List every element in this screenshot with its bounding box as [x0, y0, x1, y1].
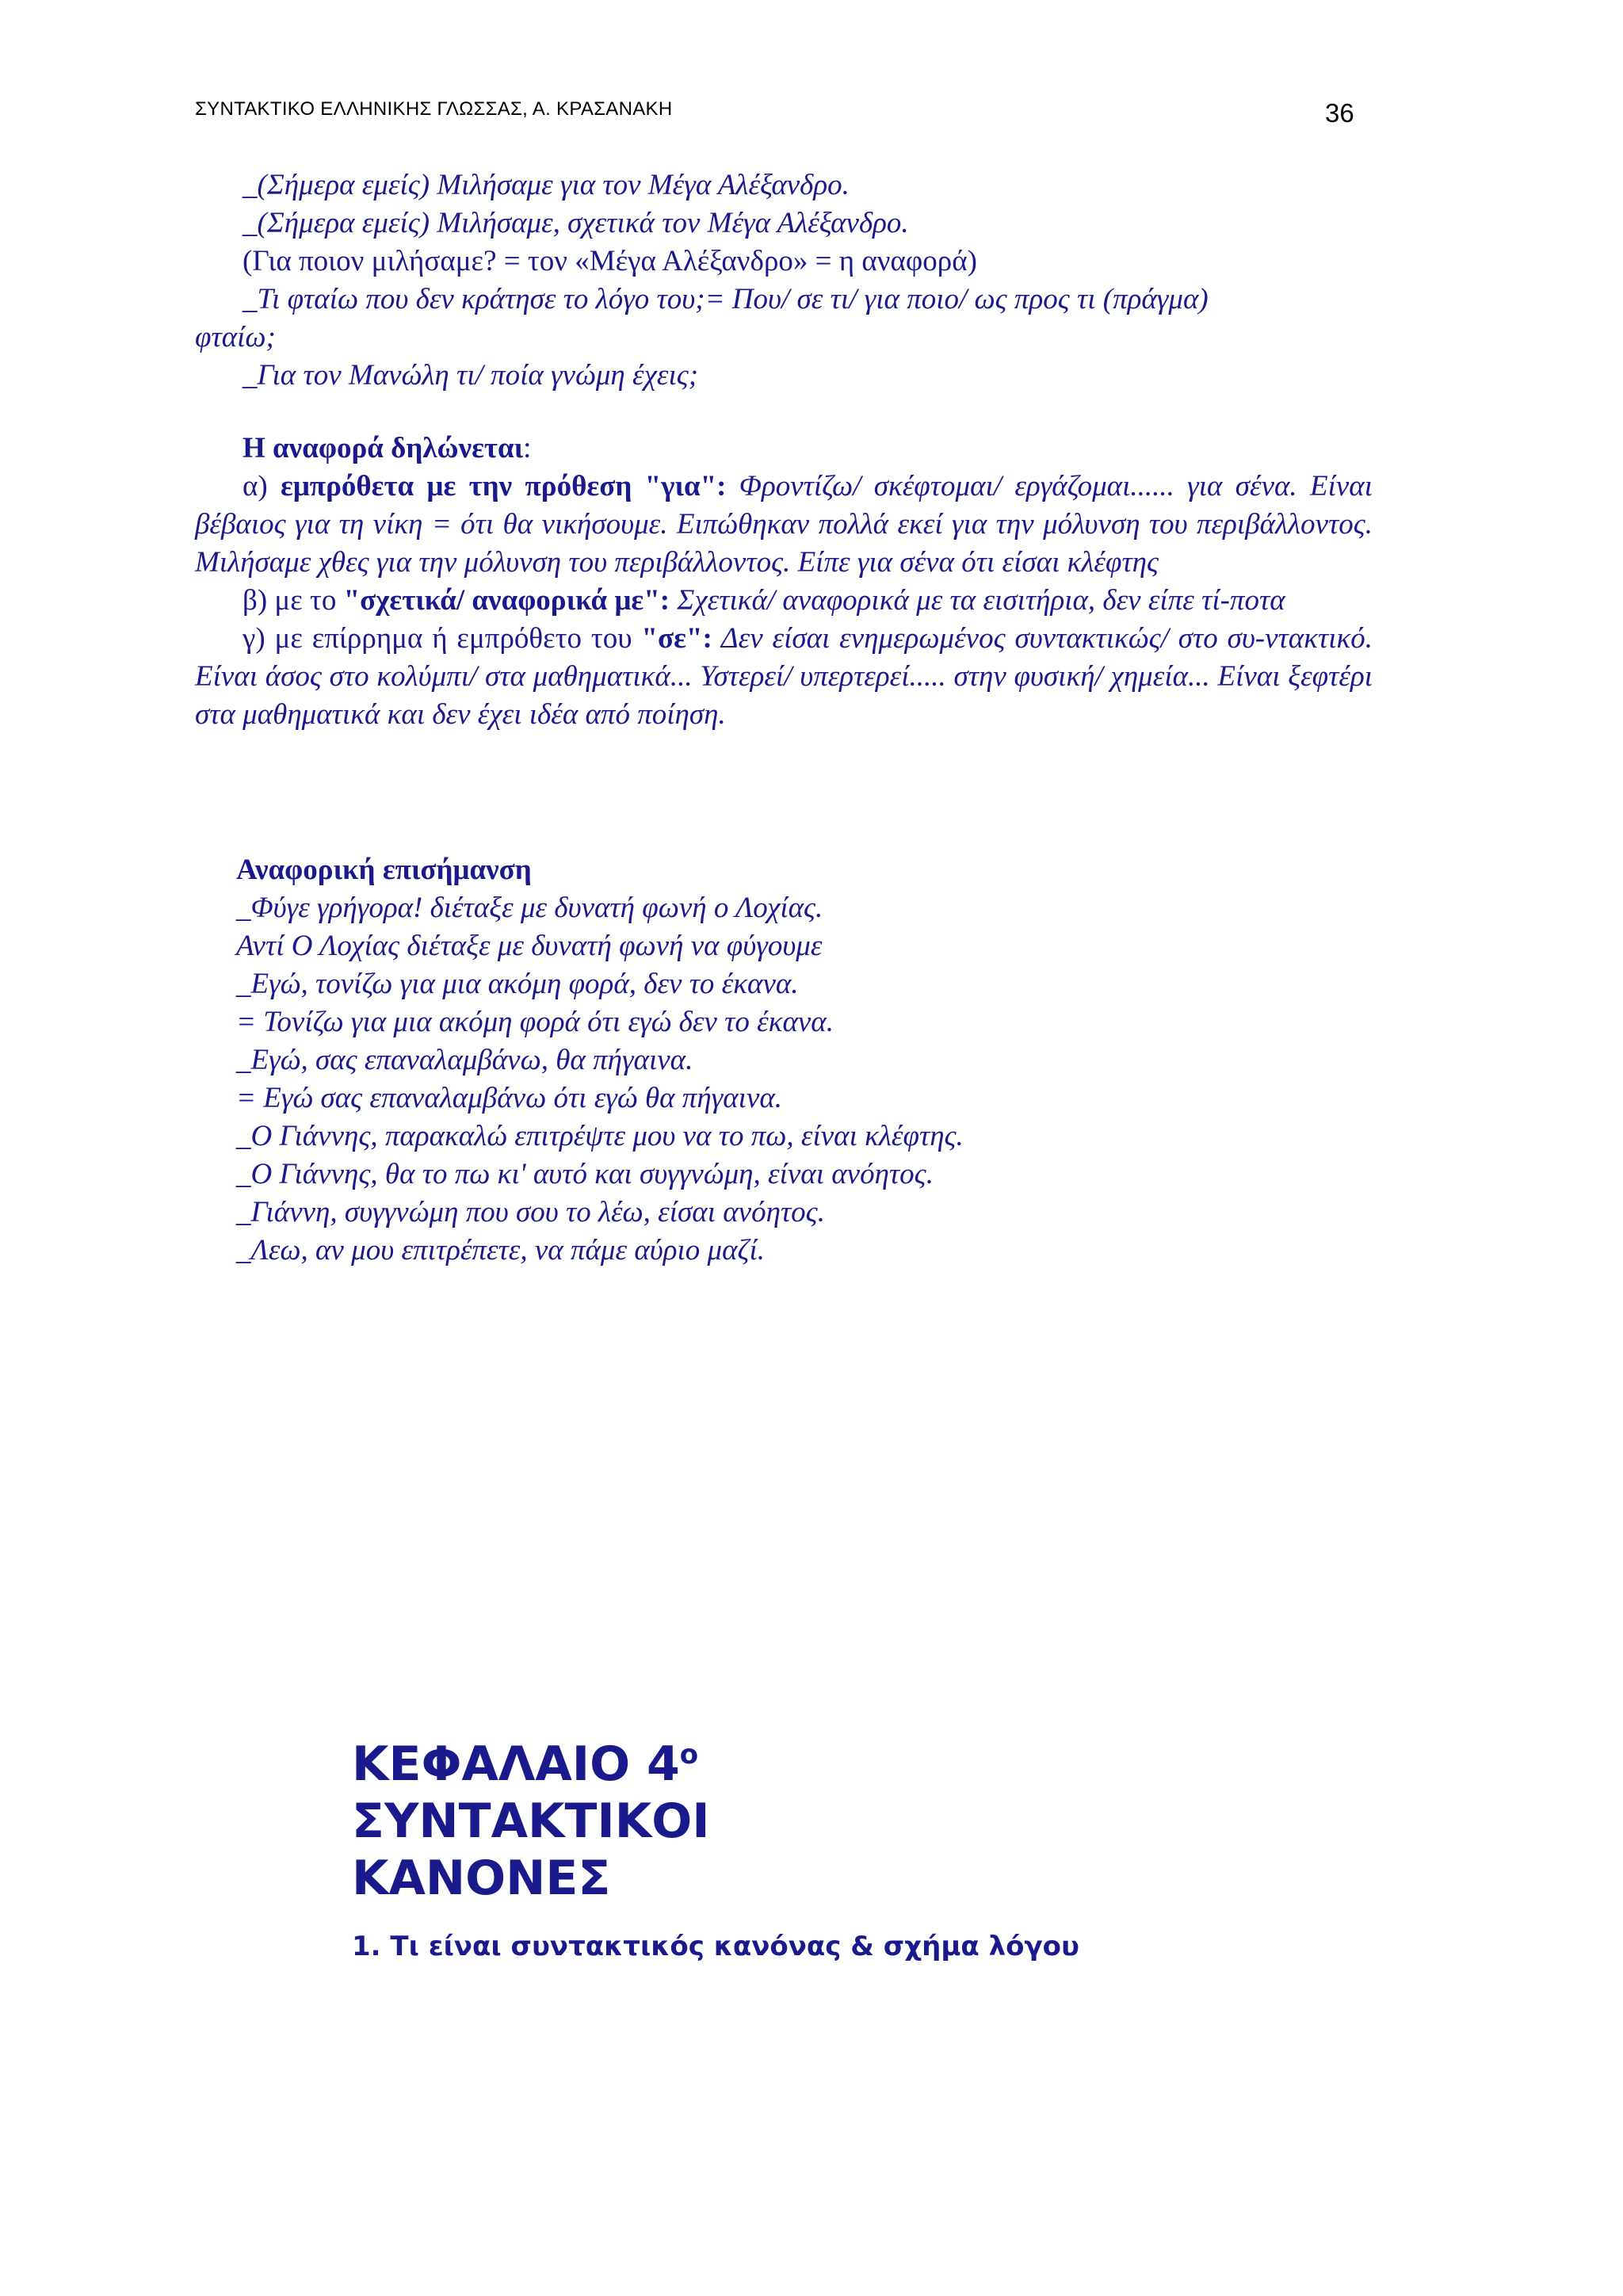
chapter-ordinal: ο	[679, 1739, 699, 1771]
emphasis-line: _Ο Γιάννης, θα το πω κι' αυτό και συγγνώμη, είναι ανόητος.	[236, 1158, 934, 1190]
item-a-prefix: α)	[242, 470, 281, 502]
item-b-title: "σχετικά/ αναφορικά με":	[343, 584, 670, 617]
emphasis-heading: Αναφορική επισήμανση	[236, 854, 532, 886]
intro-examples	[195, 166, 1373, 395]
emphasis-line: _Γιάννη, συγγνώμη που σου το λέω, είσαι ανόητος.	[236, 1196, 825, 1228]
chapter-title-line-1	[352, 1726, 710, 1793]
emphasis-line: Αντί Ο Λοχίας διέταξε με δυνατή φωνή να φύγουμε	[236, 930, 823, 962]
example-line: _(Σήμερα εμείς) Μιλήσαμε για τον Μέγα Αλέξανδρο.	[242, 169, 850, 201]
section-title: 1. Τι είναι συντακτικός κανόνας & σχήμα λόγου	[352, 1931, 1079, 1962]
item-b-prefix: β) με το	[242, 584, 344, 617]
reference-heading-text: Η αναφορά δηλώνεται	[242, 432, 524, 464]
example-line: _(Σήμερα εμείς) Μιλήσαμε, σχετικά τον Μέγα Αλέξανδρο.	[242, 207, 909, 239]
item-c-prefix: γ) με επίρρημα ή εμπρόθετο του	[242, 622, 642, 655]
emphasis-line: _Ο Γιάννης, παρακαλώ επιτρέψτε μου να το πω, είναι κλέφτης.	[236, 1120, 964, 1152]
emphasis-line: _Φύγε γρήγορα! διέταξε με δυνατή φωνή ο Λοχίας.	[236, 892, 823, 924]
example-line-cont: φταίω;	[195, 321, 276, 353]
item-c-title: "σε":	[641, 622, 712, 655]
reference-item-c	[195, 620, 1373, 734]
reference-item-b	[195, 582, 1373, 620]
emphasis-line: _Λεω, αν μου επιτρέπετε, να πάμε αύριο μαζί.	[236, 1234, 766, 1266]
item-a-text: Φροντίζω/ σκέφτομαι/ εργάζομαι...... για σένα. Είναι βέβαιος για τη νίκη = ότι θα νικήσουμε. Ειπώθηκαν πολλά εκεί για την μόλυνση του περιβάλλοντος. Μιλήσαμε χθες για την μόλυνση του περιβάλλοντος. Είπε για σένα ότι είσαι κλέφτης	[195, 470, 1373, 579]
running-header: ΣΥΝΤΑΚΤΙΚΟ ΕΛΛΗΝΙΚΗΣ ΓΛΩΣΣΑΣ, Α. ΚΡΑΣΑΝΑΚΗ	[195, 98, 673, 120]
reference-item-a	[195, 468, 1373, 582]
example-note: (Για ποιον μιλήσαμε? = τον «Μέγα Αλέξανδρο» = η αναφορά)	[242, 245, 977, 277]
emphasis-line: _Εγώ, τονίζω για μια ακόμη φορά, δεν το έκανα.	[236, 968, 799, 1000]
chapter-title-line-3: ΚΑΝΟΝΕΣ	[352, 1851, 611, 1906]
item-b-text: Σχετικά/ αναφορικά με τα εισιτήρια, δεν είπε τί-ποτα	[670, 584, 1285, 617]
reference-section	[195, 430, 1373, 734]
chapter-number: ΚΕΦΑΛΑΙΟ 4	[352, 1736, 680, 1792]
example-line: _Για τον Μανώλη τι/ ποία γνώμη έχεις;	[242, 359, 699, 392]
example-line: _Τι φταίω που δεν κράτησε το λόγο του;= Που/ σε τι/ για ποιο/ ως προς τι (πράγμα)	[242, 283, 1209, 315]
item-a-title: εμπρόθετα με την πρόθεση "για":	[281, 470, 727, 502]
item-c-text: Δεν είσαι ενημερωμένος συντακτικώς/ στο συ-ντακτικό. Είναι άσος στο κολύμπι/ στα μαθηματικά... Υστερεί/ υπερτερεί..... στην φυσική/ χημεία... Είναι ξεφτέρι στα μαθηματικά και δεν έχει ιδέα από ποίηση.	[195, 622, 1373, 731]
emphasis-line: = Τονίζω για μια ακόμη φορά ότι εγώ δεν το έκανα.	[236, 1006, 834, 1038]
page-number: 36	[1325, 98, 1354, 128]
heading-colon: :	[523, 432, 532, 464]
emphasis-line: _Εγώ, σας επαναλαμβάνω, θα πήγαινα.	[236, 1044, 693, 1076]
emphasis-section	[195, 851, 1373, 1270]
emphasis-line: = Εγώ σας επαναλαμβάνω ότι εγώ θα πήγαινα.	[236, 1082, 783, 1114]
reference-heading	[195, 430, 1373, 468]
chapter-title	[352, 1726, 710, 1907]
chapter-title-line-2: ΣΥΝΤΑΚΤΙΚΟΙ	[352, 1794, 710, 1849]
